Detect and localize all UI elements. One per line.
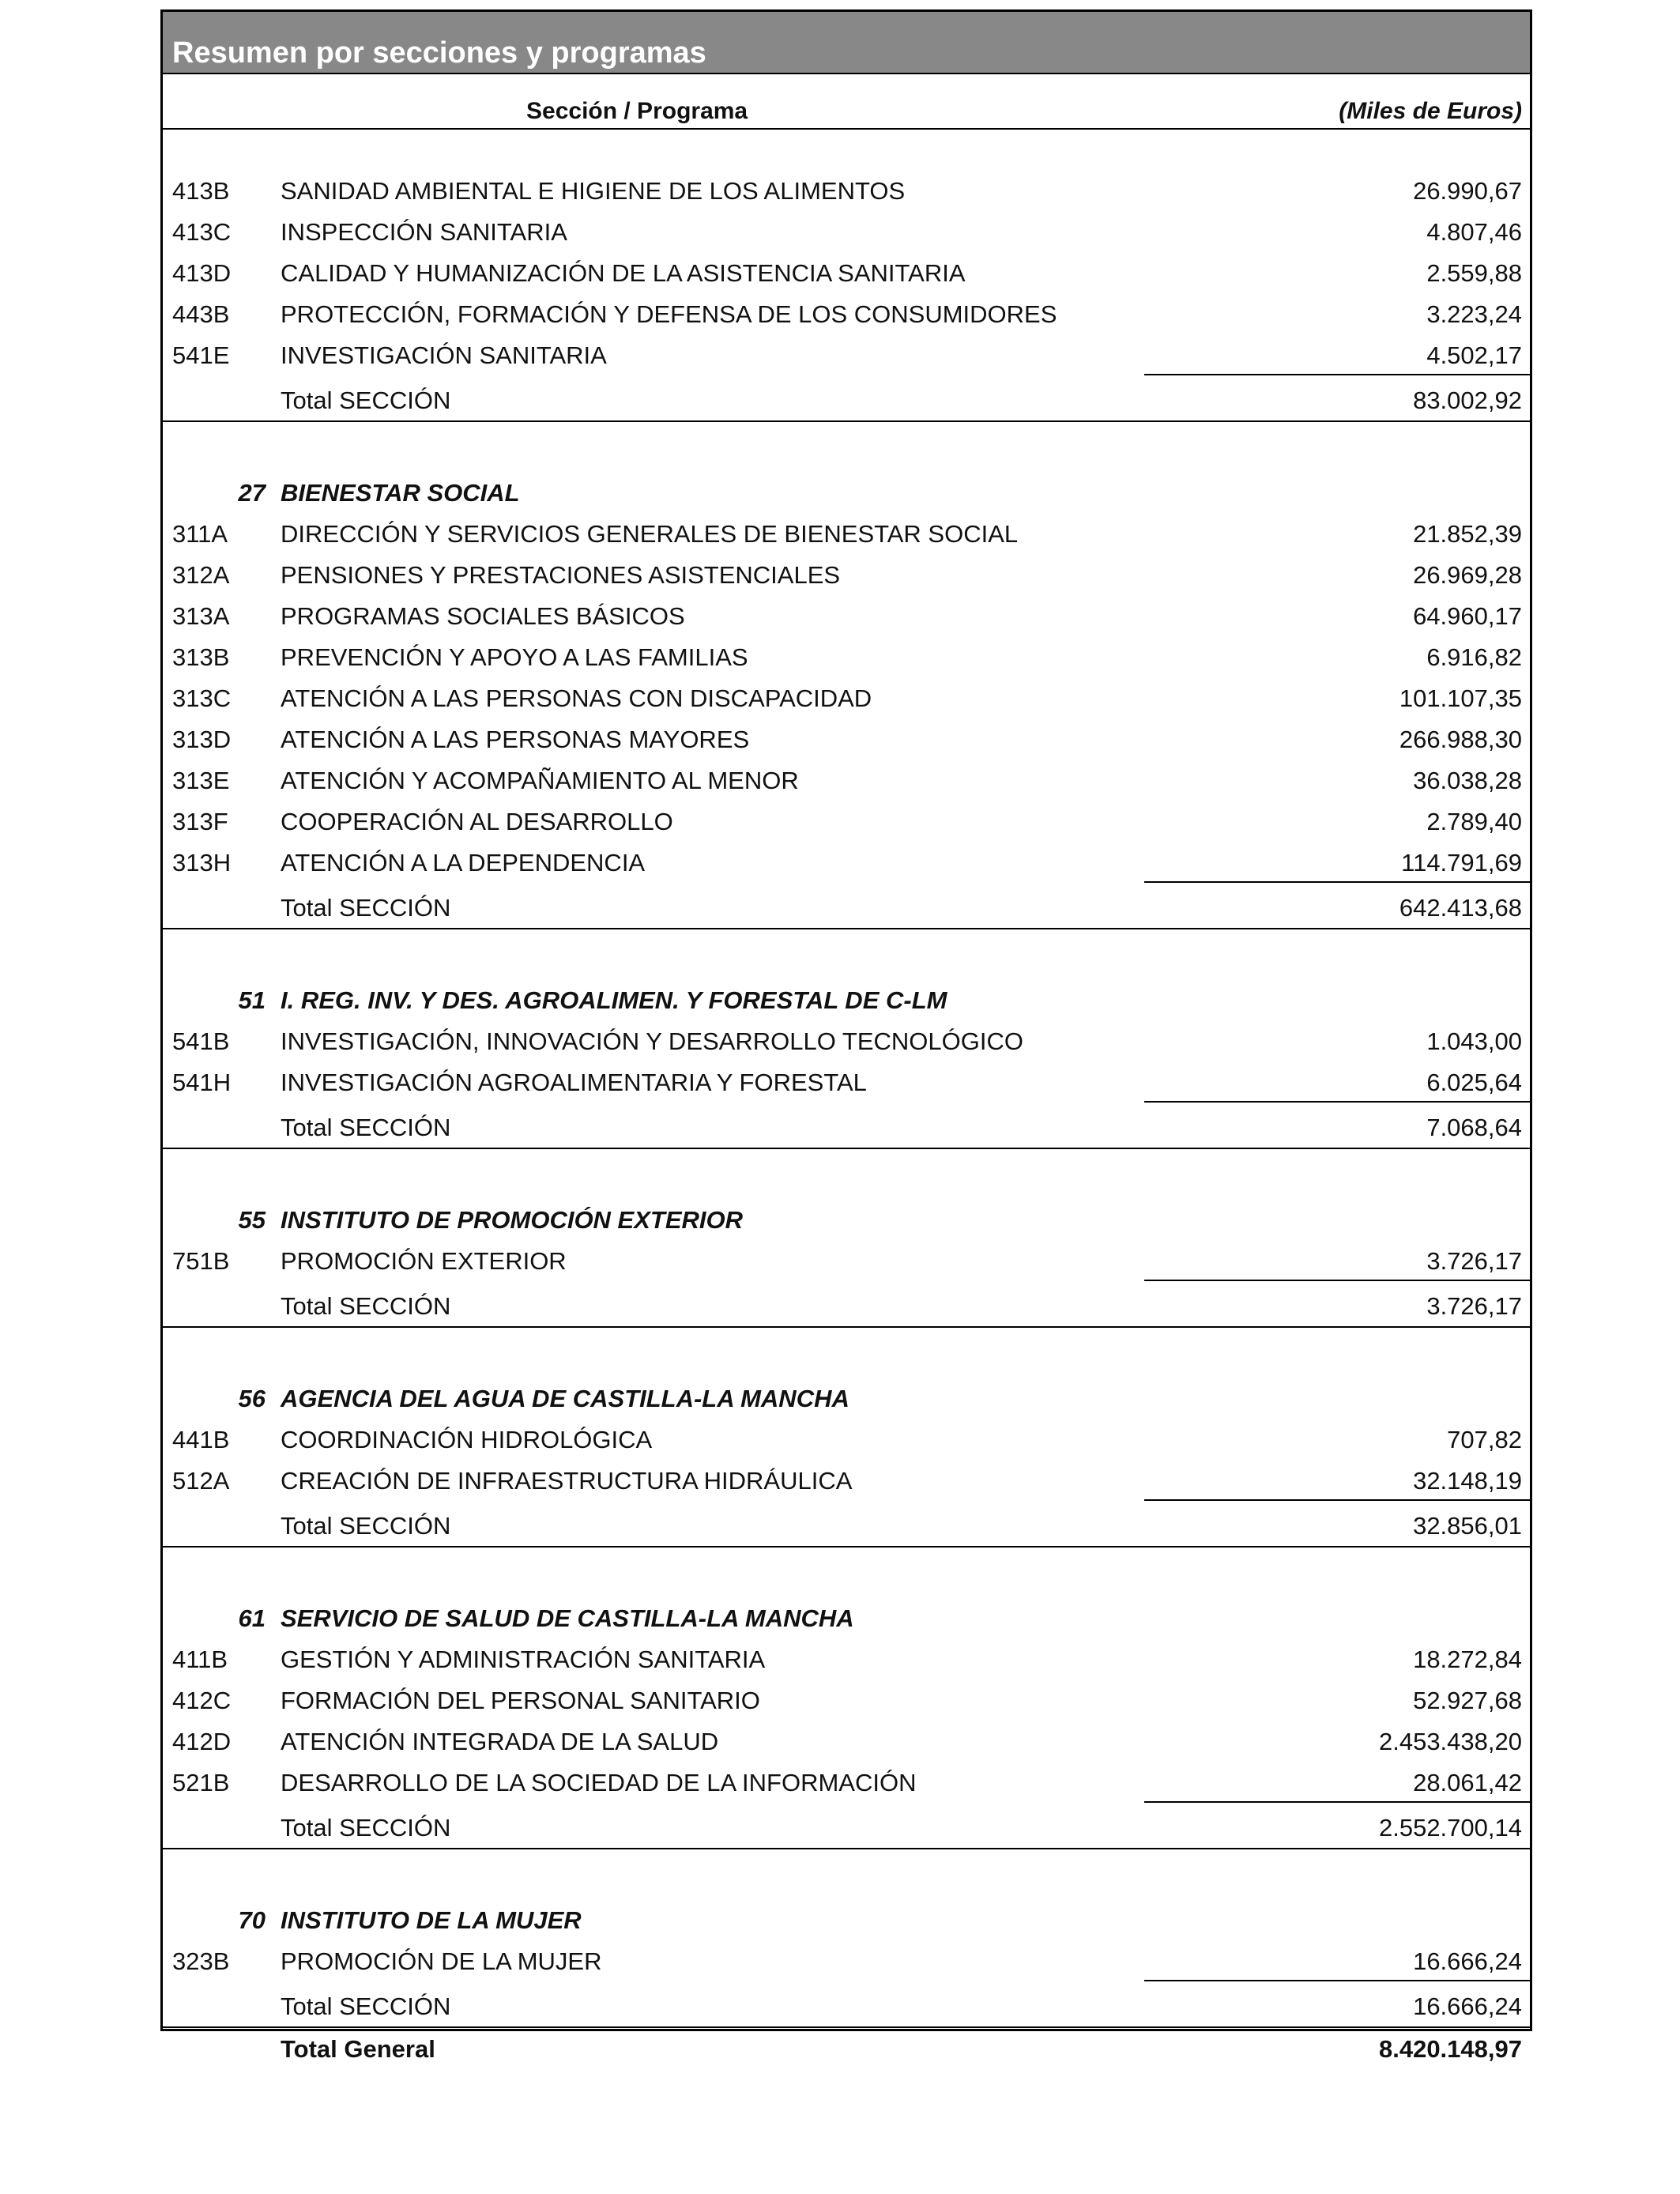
amount-value: 3.223,24 <box>1426 300 1522 328</box>
program-name: INVESTIGACIÓN, INNOVACIÓN Y DESARROLLO TECNOLÓGICO <box>281 1027 1023 1055</box>
program-row <box>163 760 1530 801</box>
program-name: SANIDAD AMBIENTAL E HIGIENE DE LOS ALIMENTOS <box>281 177 906 205</box>
section-heading-row <box>163 980 1530 1020</box>
program-name: ATENCIÓN A LA DEPENDENCIA <box>281 849 646 876</box>
amount-value: 36.038,28 <box>1413 767 1522 794</box>
amount-value: 32.856,01 <box>1413 1512 1522 1540</box>
program-name: INVESTIGACIÓN AGROALIMENTARIA Y FORESTAL <box>281 1069 867 1096</box>
section-heading-row <box>163 1598 1530 1638</box>
total-label: Total SECCIÓN <box>281 1814 451 1842</box>
program-row <box>163 678 1530 718</box>
program-name: ATENCIÓN A LAS PERSONAS CON DISCAPACIDAD <box>281 684 872 712</box>
program-code: 323B <box>172 1947 230 1975</box>
program-code: 313E <box>172 767 230 794</box>
section-number: 56 <box>238 1385 266 1412</box>
amount-value: 2.453.438,20 <box>1378 1728 1522 1755</box>
amount-value: 6.025,64 <box>1426 1069 1522 1096</box>
program-name: CREACIÓN DE INFRAESTRUCTURA HIDRÁULICA <box>281 1467 853 1495</box>
amount-value: 3.726,17 <box>1426 1292 1522 1320</box>
program-row <box>163 1680 1530 1721</box>
amount-value: 1.043,00 <box>1426 1027 1522 1055</box>
amount-value: 21.852,39 <box>1413 520 1522 548</box>
program-code: 413B <box>172 177 230 205</box>
program-row <box>163 1639 1530 1679</box>
program-name: DESARROLLO DE LA SOCIEDAD DE LA INFORMACIÓN <box>281 1769 917 1796</box>
amount-value: 16.666,24 <box>1413 1992 1522 2020</box>
amount-value: 64.960,17 <box>1413 602 1522 630</box>
program-code: 413C <box>172 218 232 246</box>
program-row <box>163 1762 1530 1803</box>
program-name: ATENCIÓN INTEGRADA DE LA SALUD <box>281 1728 719 1755</box>
total-label: Total SECCIÓN <box>281 1114 451 1141</box>
amount-value: 28.061,42 <box>1413 1769 1522 1796</box>
program-code: 443B <box>172 300 230 328</box>
section-name: AGENCIA DEL AGUA DE CASTILLA-LA MANCHA <box>281 1385 849 1412</box>
amount-value: 8.420.148,97 <box>1378 2035 1522 2063</box>
program-row <box>163 1721 1530 1762</box>
program-name: PROMOCIÓN DE LA MUJER <box>281 1947 602 1975</box>
summary-table-frame <box>160 9 1532 2063</box>
section-name: INSTITUTO DE LA MUJER <box>281 1906 582 1934</box>
section-name: BIENESTAR SOCIAL <box>281 479 520 507</box>
column-header-section: Sección / Programa <box>526 98 748 124</box>
amount-value: 26.990,67 <box>1413 177 1522 205</box>
subtotal-rule <box>1144 881 1530 883</box>
amount-value: 4.807,46 <box>1426 218 1522 246</box>
section-number: 70 <box>238 1906 266 1934</box>
program-row <box>163 294 1530 334</box>
subtotal-rule <box>1144 1101 1530 1103</box>
amount-value: 52.927,68 <box>1413 1687 1522 1714</box>
program-code: 313D <box>172 726 232 753</box>
section-number: 51 <box>238 986 266 1014</box>
section-total-row <box>163 1808 1530 1849</box>
amount-value: 707,82 <box>1447 1426 1522 1453</box>
program-row <box>163 1461 1530 1501</box>
program-name: INVESTIGACIÓN SANITARIA <box>281 341 607 369</box>
program-row <box>163 719 1530 760</box>
subtotal-rule <box>1144 1280 1530 1281</box>
total-label: Total SECCIÓN <box>281 1992 451 2020</box>
program-row <box>163 253 1530 293</box>
program-name: CALIDAD Y HUMANIZACIÓN DE LA ASISTENCIA SANITARIA <box>281 259 966 287</box>
program-row <box>163 1241 1530 1281</box>
section-name: SERVICIO DE SALUD DE CASTILLA-LA MANCHA <box>281 1604 854 1632</box>
section-number: 55 <box>238 1206 266 1234</box>
total-label: Total SECCIÓN <box>281 1292 451 1320</box>
section-total-row <box>163 1107 1530 1149</box>
total-label: Total General <box>281 2035 435 2063</box>
section-heading-row <box>163 473 1530 513</box>
program-row <box>163 1021 1530 1061</box>
program-name: PREVENCIÓN Y APOYO A LAS FAMILIAS <box>281 643 748 671</box>
total-label: Total SECCIÓN <box>281 894 451 922</box>
section-name: INSTITUTO DE PROMOCIÓN EXTERIOR <box>281 1206 744 1234</box>
amount-value: 266.988,30 <box>1399 726 1522 753</box>
program-name: PROTECCIÓN, FORMACIÓN Y DEFENSA DE LOS CONSUMIDORES <box>281 300 1057 328</box>
program-code: 313A <box>172 602 230 630</box>
program-code: 311A <box>172 520 228 548</box>
program-code: 541H <box>172 1069 232 1096</box>
program-name: ATENCIÓN A LAS PERSONAS MAYORES <box>281 726 750 753</box>
page-title: Resumen por secciones y programas <box>172 36 706 70</box>
program-row <box>163 637 1530 677</box>
program-name: PROMOCIÓN EXTERIOR <box>281 1247 567 1275</box>
amount-value: 32.148,19 <box>1413 1467 1522 1495</box>
section-number: 27 <box>238 479 266 507</box>
program-name: COORDINACIÓN HIDROLÓGICA <box>281 1426 653 1453</box>
program-code: 521B <box>172 1769 230 1796</box>
program-name: GESTIÓN Y ADMINISTRACIÓN SANITARIA <box>281 1646 766 1673</box>
section-heading-row <box>163 1900 1530 1940</box>
program-code: 313H <box>172 849 232 876</box>
program-row <box>163 1062 1530 1103</box>
program-code: 413D <box>172 259 232 287</box>
program-code: 313F <box>172 808 228 835</box>
section-number: 61 <box>238 1604 266 1632</box>
program-name: PENSIONES Y PRESTACIONES ASISTENCIALES <box>281 561 841 589</box>
column-header <box>163 74 1530 130</box>
program-name: PROGRAMAS SOCIALES BÁSICOS <box>281 602 685 630</box>
program-row <box>163 555 1530 595</box>
program-code: 751B <box>172 1247 230 1275</box>
program-name: COOPERACIÓN AL DESARROLLO <box>281 808 673 835</box>
amount-value: 4.502,17 <box>1426 341 1522 369</box>
program-code: 411B <box>172 1646 228 1673</box>
program-name: INSPECCIÓN SANITARIA <box>281 218 567 246</box>
amount-value: 7.068,64 <box>1426 1114 1522 1141</box>
amount-value: 2.559,88 <box>1426 259 1522 287</box>
program-row <box>163 843 1530 883</box>
amount-value: 26.969,28 <box>1413 561 1522 589</box>
amount-value: 16.666,24 <box>1413 1947 1522 1975</box>
program-code: 412D <box>172 1728 232 1755</box>
amount-value: 3.726,17 <box>1426 1247 1522 1275</box>
program-code: 412C <box>172 1687 232 1714</box>
program-row <box>163 1419 1530 1460</box>
subtotal-rule <box>1144 374 1530 375</box>
amount-value: 83.002,92 <box>1413 386 1522 414</box>
amount-value: 6.916,82 <box>1426 643 1522 671</box>
program-name: ATENCIÓN Y ACOMPAÑAMIENTO AL MENOR <box>281 767 799 794</box>
column-header-units: (Miles de Euros) <box>1339 98 1522 124</box>
program-code: 541B <box>172 1027 230 1055</box>
section-total-row <box>163 1286 1530 1328</box>
amount-value: 2.552.700,14 <box>1378 1814 1522 1842</box>
total-label: Total SECCIÓN <box>281 1512 451 1540</box>
section-total-row <box>163 380 1530 422</box>
program-row <box>163 171 1530 211</box>
section-total-row <box>163 888 1530 929</box>
grand-total-row <box>163 2029 1530 2069</box>
amount-value: 101.107,35 <box>1399 684 1522 712</box>
section-total-row <box>163 1986 1530 2028</box>
program-row <box>163 1941 1530 1981</box>
subtotal-rule <box>1144 1801 1530 1803</box>
amount-value: 642.413,68 <box>1399 894 1522 922</box>
program-code: 441B <box>172 1426 230 1453</box>
program-name: DIRECCIÓN Y SERVICIOS GENERALES DE BIENESTAR SOCIAL <box>281 520 1019 548</box>
amount-value: 114.791,69 <box>1401 849 1522 876</box>
total-label: Total SECCIÓN <box>281 386 451 414</box>
program-row <box>163 596 1530 636</box>
amount-value: 18.272,84 <box>1413 1646 1522 1673</box>
subtotal-rule <box>1144 1499 1530 1501</box>
subtotal-rule <box>1144 1980 1530 1981</box>
title-bar <box>163 12 1530 74</box>
section-heading-row <box>163 1200 1530 1240</box>
amount-value: 2.789,40 <box>1426 808 1522 835</box>
program-code: 313C <box>172 684 232 712</box>
program-row <box>163 514 1530 554</box>
section-name: I. REG. INV. Y DES. AGROALIMEN. Y FORESTAL DE C-LM <box>281 986 947 1014</box>
program-code: 313B <box>172 643 230 671</box>
section-total-row <box>163 1506 1530 1547</box>
program-row <box>163 335 1530 375</box>
section-heading-row <box>163 1378 1530 1419</box>
program-code: 541E <box>172 341 230 369</box>
program-row <box>163 212 1530 252</box>
program-code: 312A <box>172 561 230 589</box>
program-code: 512A <box>172 1467 230 1495</box>
program-row <box>163 801 1530 842</box>
program-name: FORMACIÓN DEL PERSONAL SANITARIO <box>281 1687 760 1714</box>
